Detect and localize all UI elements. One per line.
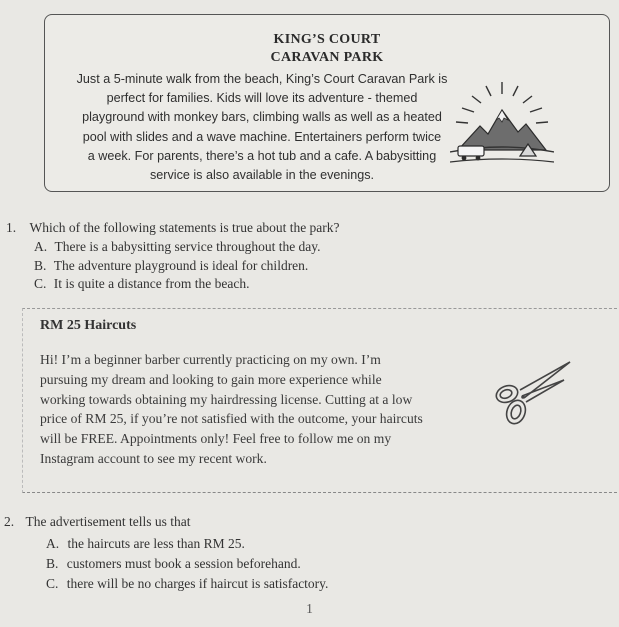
option-letter: C. bbox=[34, 276, 47, 291]
scissors-icon bbox=[492, 360, 574, 430]
ad1-title-line1: KING’S COURT bbox=[273, 32, 381, 47]
ad1-body-line: a week. For parents, there’s a hot tub and a cafe. A babysitting bbox=[87, 148, 437, 163]
question-number: 2. bbox=[4, 514, 15, 529]
q2-option-a[interactable] bbox=[46, 536, 245, 552]
ad2-body-line: price of RM 25, if you’re not satisfied with the outcome, your haircuts bbox=[40, 411, 423, 427]
ad1-body-line: Just a 5-minute walk from the beach, King’s Court Caravan Park is bbox=[76, 72, 448, 86]
ad1-body bbox=[42, 70, 482, 185]
ad1-body-line: playground with monkey bars, climbing walls as well as a heated bbox=[82, 110, 442, 125]
ad2-title: RM 25 Haircuts bbox=[40, 318, 137, 333]
q1-option-b[interactable] bbox=[34, 258, 308, 274]
ad1-title-line2: CARAVAN PARK bbox=[270, 50, 384, 65]
question-text: Which of the following statements is true about the park? bbox=[29, 220, 340, 235]
option-letter: B. bbox=[46, 556, 59, 571]
ad1-body-line: perfect for families. Kids will love its adventure - themed bbox=[106, 91, 418, 106]
ad2-body-line: pursuing my dream and looking to gain more experience while bbox=[40, 371, 382, 387]
option-text: It is quite a distance from the beach. bbox=[53, 276, 250, 291]
q1-option-c[interactable] bbox=[34, 276, 249, 292]
option-letter: C. bbox=[46, 576, 59, 591]
mountain-caravan-icon bbox=[450, 76, 554, 168]
option-text: customers must book a session beforehand. bbox=[66, 556, 301, 571]
question-2 bbox=[4, 514, 190, 530]
ad2-body bbox=[40, 350, 473, 469]
option-text: there will be no charges if haircut is satisfactory. bbox=[66, 576, 329, 591]
option-letter: B. bbox=[34, 258, 47, 273]
option-text: the haircuts are less than RM 25. bbox=[67, 536, 245, 551]
option-text: The adventure playground is ideal for children. bbox=[53, 258, 309, 273]
page-number: 1 bbox=[306, 601, 313, 616]
q1-option-a[interactable] bbox=[34, 239, 321, 255]
option-letter: A. bbox=[46, 536, 60, 551]
ad1-body-line: pool with slides and a wave machine. Entertainers perform twice bbox=[82, 129, 442, 144]
option-text: There is a babysitting service throughout the day. bbox=[54, 239, 321, 254]
ad2-body-line: will be FREE. Appointments only! Feel free to follow me on my bbox=[40, 431, 392, 447]
option-letter: A. bbox=[34, 239, 48, 254]
ad1-body-line: service is also available in the evenings. bbox=[149, 168, 374, 183]
ad2-body-line: Instagram account to see my recent work. bbox=[40, 450, 267, 466]
ad2-body-line: Hi! I’m a beginner barber currently practicing on my own. I’m bbox=[40, 352, 381, 367]
q2-option-c[interactable] bbox=[46, 576, 328, 592]
ad2-body-line: working towards obtaining my hairdressing license. Cutting at a low bbox=[40, 391, 413, 407]
q2-option-b[interactable] bbox=[46, 556, 301, 572]
question-1 bbox=[6, 220, 340, 236]
question-text: The advertisement tells us that bbox=[25, 514, 191, 529]
question-number: 1. bbox=[6, 220, 17, 235]
